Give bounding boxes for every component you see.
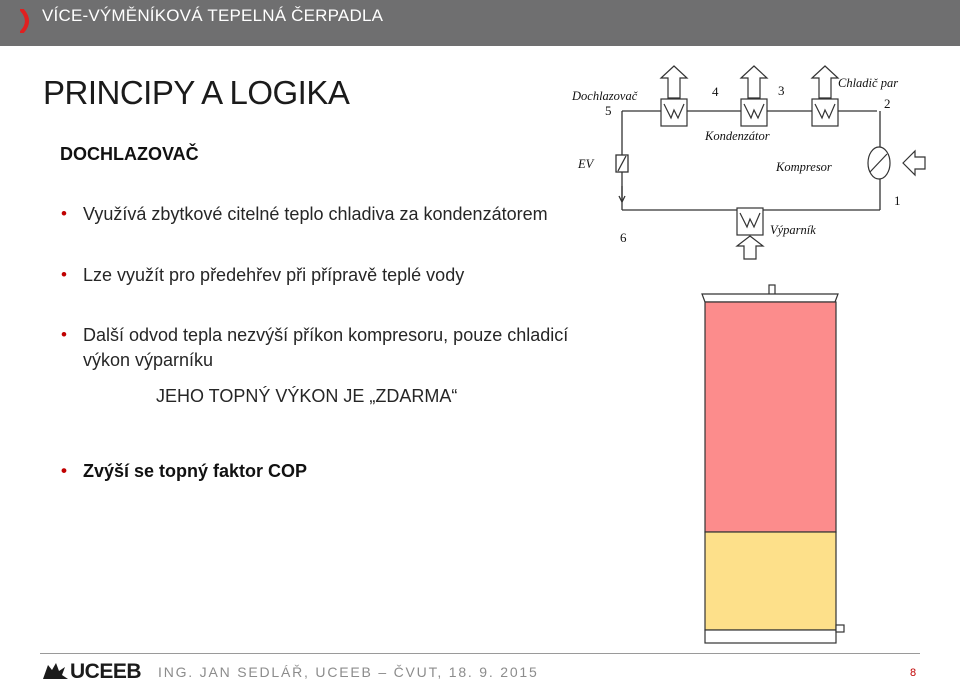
bullet-text: Zvýší se topný faktor COP: [83, 461, 308, 481]
label-num-3: 3: [778, 83, 785, 98]
label-kondenzator: Kondenzátor: [705, 129, 770, 143]
header-bar: [0, 0, 960, 46]
label-ev: EV: [578, 157, 594, 171]
water-tank-illustration: [690, 282, 865, 647]
slide-title: PRINCIPY A LOGIKA: [43, 74, 350, 111]
label-num-5: 5: [605, 103, 612, 118]
bullet-dot-icon: •: [61, 204, 67, 223]
tank-hot-zone: [705, 302, 836, 532]
emphasis-text: JEHO TOPNÝ VÝKON JE „ZDARMA“: [156, 386, 458, 406]
bullet-text-continuation: výkon výparníku: [83, 350, 214, 370]
uceeb-logo: [40, 658, 150, 685]
label-num-1: 1: [894, 193, 901, 208]
heat-pump-schematic: [565, 60, 950, 265]
label-num-2: 2: [884, 96, 891, 111]
chevron-mark-icon: [20, 9, 34, 33]
label-kompresor: Kompresor: [776, 160, 832, 174]
bullet-dot-icon: •: [61, 461, 67, 480]
tank-warm-zone: [705, 532, 836, 630]
uceeb-lion-icon: [40, 661, 70, 683]
footer-divider: [40, 653, 920, 654]
label-vyparnik: Výparník: [770, 223, 816, 237]
label-num-6: 6: [620, 230, 627, 245]
footer-author-date: ING. JAN SEDLÁŘ, UCEEB – ČVUT, 18. 9. 2015: [158, 664, 539, 680]
label-chladic-par: Chladič par: [838, 76, 899, 90]
logo-text: UCEEB: [70, 660, 142, 683]
bullet-text: Další odvod tepla nezvýší příkon kompresoru, pouze chladicí: [83, 325, 569, 345]
section-heading: DOCHLAZOVAČ: [60, 144, 199, 164]
label-dochlazovac: Dochlazovač: [572, 89, 638, 103]
bullet-text: Lze využít pro předehřev při přípravě teplé vody: [83, 265, 465, 285]
label-num-4: 4: [712, 84, 719, 99]
bullet-dot-icon: •: [61, 265, 67, 284]
page-number: 8: [910, 667, 917, 679]
header-title: VÍCE-VÝMĚNÍKOVÁ TEPELNÁ ČERPADLA: [42, 6, 384, 25]
bullet-dot-icon: •: [61, 325, 67, 344]
bullet-text: Využívá zbytkové citelné teplo chladiva za kondenzátorem: [83, 204, 548, 224]
